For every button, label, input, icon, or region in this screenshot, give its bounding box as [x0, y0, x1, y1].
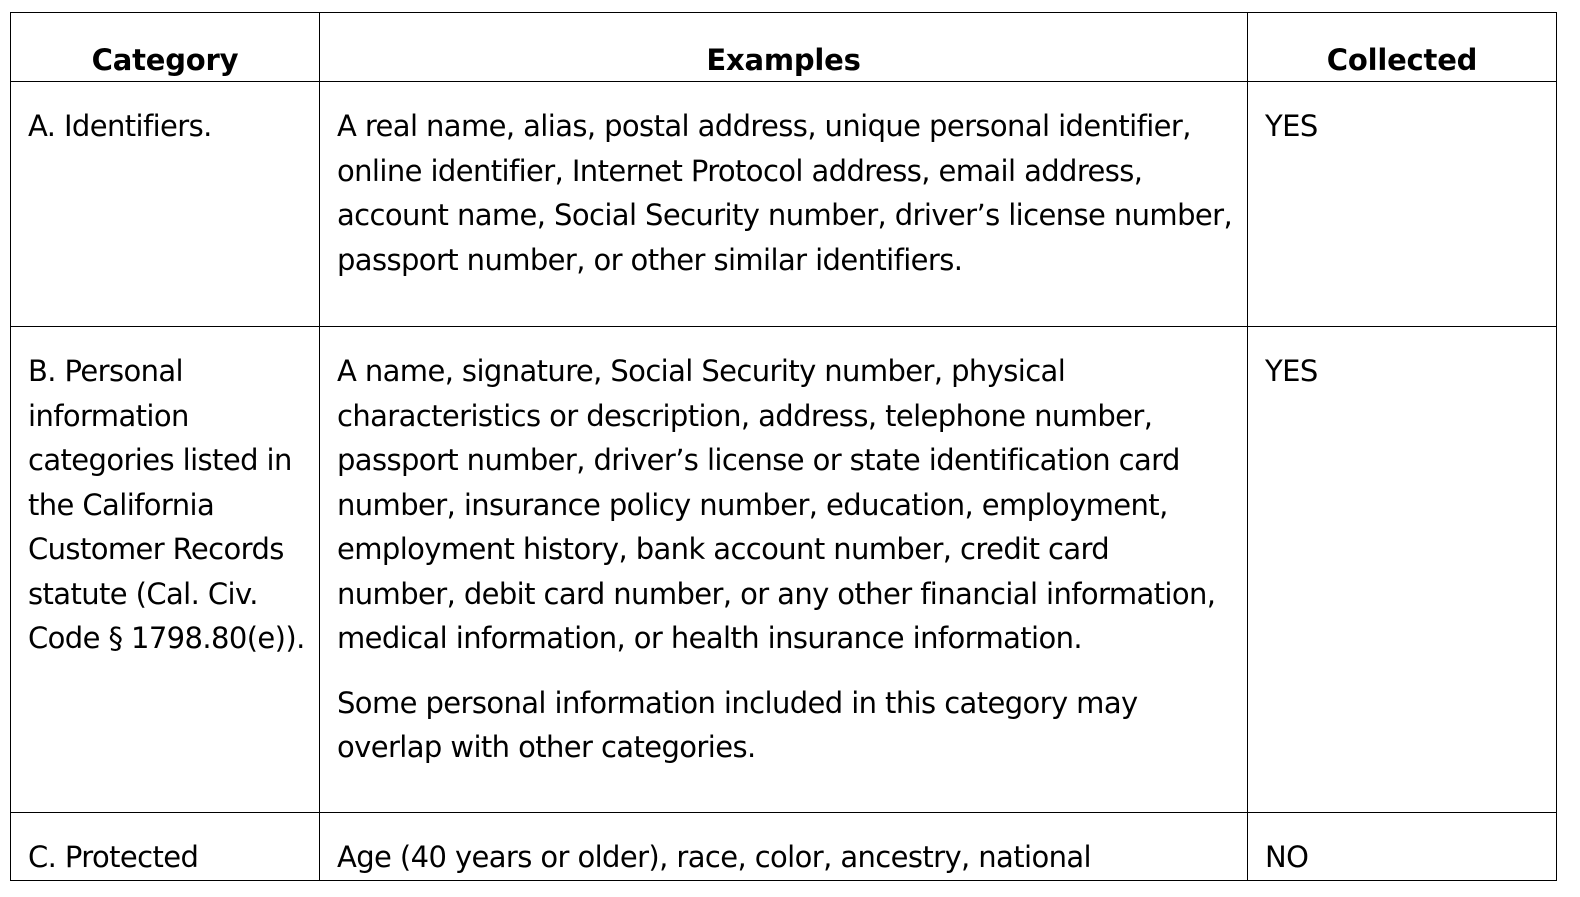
table-row [11, 813, 1557, 881]
table-row [11, 327, 1557, 813]
header-examples: Examples [320, 13, 1248, 82]
examples-cell [320, 327, 1248, 813]
table-row [11, 82, 1557, 327]
examples-paragraph: A real name, alias, postal address, unique personal identifier, online identifier, Internet Protocol address, email address, account name, Social Security number, driver’s license number, passport number, or other similar identifiers. [337, 109, 1233, 277]
header-category: Category [11, 13, 320, 82]
collected-cell: YES [1248, 82, 1557, 327]
collected-cell: NO [1248, 813, 1557, 881]
examples-cell [320, 813, 1248, 881]
category-cell: B. Personal information categories listed in the California Customer Records statute (Cal. Civ. Code § 1798.80(e)). [11, 327, 320, 813]
examples-cell [320, 82, 1248, 327]
category-cell: C. Protected [11, 813, 320, 881]
header-collected: Collected [1248, 13, 1557, 82]
examples-note-paragraph: Some personal information included in this category may overlap with other categories. [337, 685, 1138, 764]
collected-cell: YES [1248, 327, 1557, 813]
category-cell: A. Identifiers. [11, 82, 320, 327]
personal-information-table [10, 12, 1557, 881]
examples-paragraph: A name, signature, Social Security number, physical characteristics or description, address, telephone number, passport number, driver’s license or state identification card number, insurance policy number, education, employment, employment history, bank account number, credit card number, debit card number, or any other financial information, medical information, or health insurance information. [337, 354, 1216, 655]
table-header-row [11, 13, 1557, 82]
examples-paragraph: Age (40 years or older), race, color, ancestry, national [337, 840, 1092, 874]
